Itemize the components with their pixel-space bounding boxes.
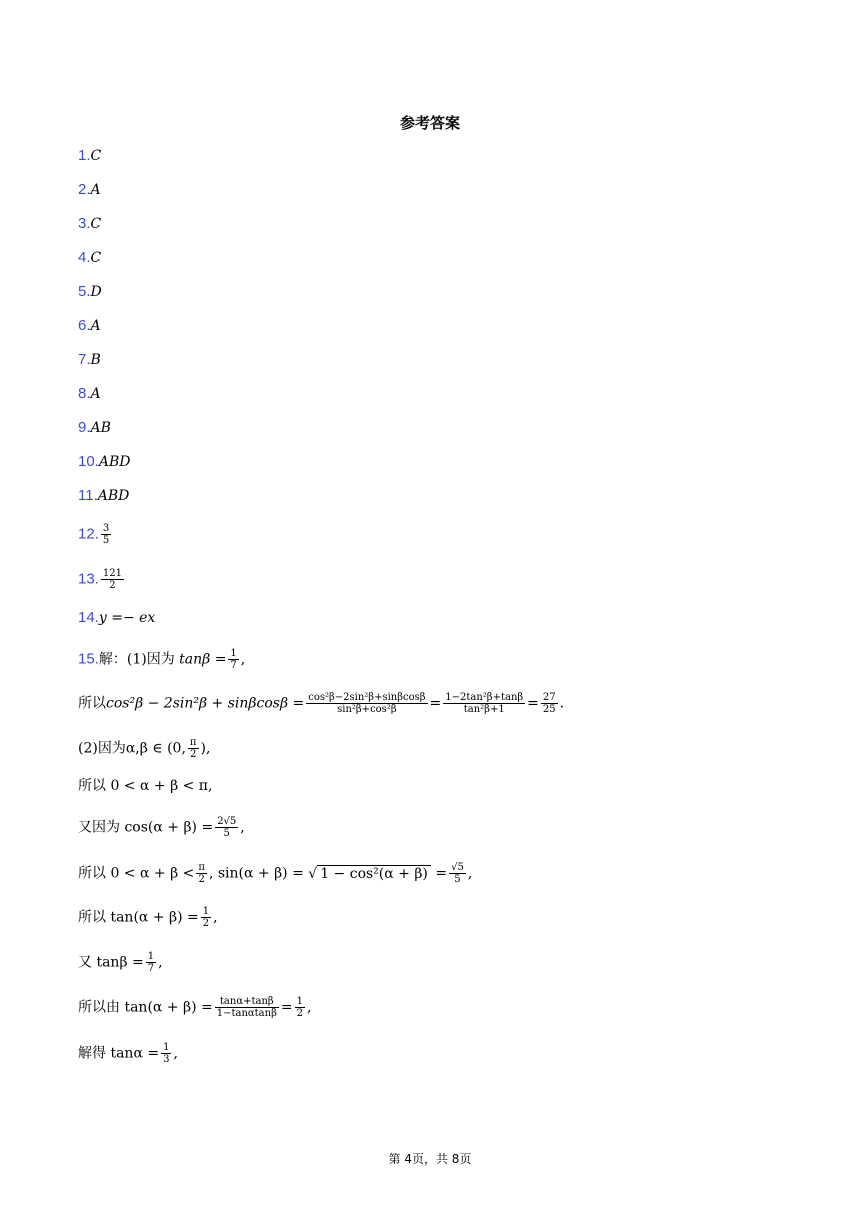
answer-item [78,350,101,370]
answer-item [78,418,111,438]
solution-15-line-1: 15.解：(1)因为 tanβ = $\frac{1}{7}$ , [78,648,246,671]
solution-15-line-6: 所以 0 < α + β < $\frac{\pi}{2}$ , sin(α + β) = √ 1 − cos²(α + β) = $\frac{√5}{5}$ , [78,862,473,885]
fraction: $\frac{√5}{5}$ [451,862,464,885]
answer-value: C [90,216,102,232]
question-number: 14. [78,609,99,626]
question-number: 3. [78,215,91,232]
page-title: 参考答案 [399,114,460,132]
solution-15-line-10: 解得 tanα = $\frac{1}{3}$ , [78,1042,178,1065]
solution-15-line-5: 又因为 cos(α + β) = $\frac{2√5}{5}$ , [78,816,245,839]
answer-item [78,384,101,404]
answer-item [78,214,101,234]
fraction: $\frac{1}{3}$ [163,1042,170,1065]
answer-item [78,452,130,472]
question-number: 1. [78,147,91,164]
solution-15-line-2: 所以cos²β − 2sin²β + sinβcosβ = $\frac{\text{cos²β−2sin²β+sinβcosβ}}{\text{sin²β+cos²β}}$ = $\frac{\text{1−2tan²β+tanβ}}{\text{tan²β+1}}$ = $\frac{27}{25}$ . [78,692,565,715]
question-number: 6. [78,317,91,334]
question-number: 15. [78,650,99,668]
question-number: 7. [78,351,91,368]
solution-15-line-8: 又 tanβ = $\frac{1}{7}$ , [78,951,163,974]
fraction: $\frac{\tan\alpha+\tan\beta}{1-\tan\alpha\tan\beta}$ [216,996,277,1019]
question-number: 4. [78,249,91,266]
answer-value: D [90,284,102,300]
fraction: $\frac{1}{2}$ [296,996,303,1019]
answer-14 [78,608,155,628]
answer-item [78,180,101,200]
question-number: 5. [78,283,91,300]
answer-value: A [90,182,101,198]
answer-value: B [90,352,101,368]
answer-value: ABD [97,488,130,504]
fraction: $\frac{\text{cos²β−2sin²β+sinβcosβ}}{\text{sin²β+cos²β}}$ [308,692,426,715]
answer-item [78,282,102,302]
answer-12 [78,523,113,546]
fraction: $\frac{1}{2}$ [202,906,210,929]
question-number: 9. [78,419,91,436]
question-number: 2. [78,181,91,198]
fraction: $\frac{121}{2}$ [102,568,122,591]
question-number: 8. [78,385,91,402]
answer-value: C [90,250,102,266]
page-footer: 第 4页，共 8页 [388,1152,472,1166]
answer-item [78,248,101,268]
solution-15-line-7: 所以 tan(α + β) = $\frac{1}{2}$ , [78,906,218,929]
answer-value: AB [90,420,111,436]
square-root: √ 1 − cos²(α + β) [308,864,431,884]
answer-13 [78,568,126,591]
solution-15-line-3: (2)因为α,β ∈ (0, $\frac{\pi}{2}$ ), [78,737,211,760]
answer-value: y =− ex [98,610,156,626]
fraction: $\frac{27}{25}$ [542,692,556,715]
question-number: 10. [78,453,99,470]
solution-15-line-4: 所以 0 < α + β < π, [78,778,213,794]
fraction: $\frac{\text{1−2tan²β+tanβ}}{\text{tan²β+1}}$ [445,692,524,715]
fraction: $\frac{2√5}{5}$ [217,816,237,839]
answer-item [78,486,129,506]
fraction: $\frac{3}{5}$ [102,523,110,546]
answer-item [78,146,101,166]
fraction: $\frac{\pi}{2}$ [198,862,205,885]
answer-item [78,316,101,336]
question-number: 13. [78,570,99,588]
answer-value: C [90,148,102,164]
question-number: 11. [78,487,98,504]
solution-15-line-9: 所以由 tan(α + β) = $\frac{\tan\alpha+\tan\beta}{1-\tan\alpha\tan\beta}$ = $\frac{1}{2}$ , [78,996,312,1019]
fraction: $\frac{1}{7}$ [230,648,237,671]
answer-value: A [90,318,101,334]
answer-value: ABD [98,454,131,470]
question-number: 12. [78,525,99,543]
fraction: $\frac{\pi}{2}$ [189,737,197,760]
answer-value: A [90,386,101,402]
fraction: $\frac{1}{7}$ [147,951,155,974]
